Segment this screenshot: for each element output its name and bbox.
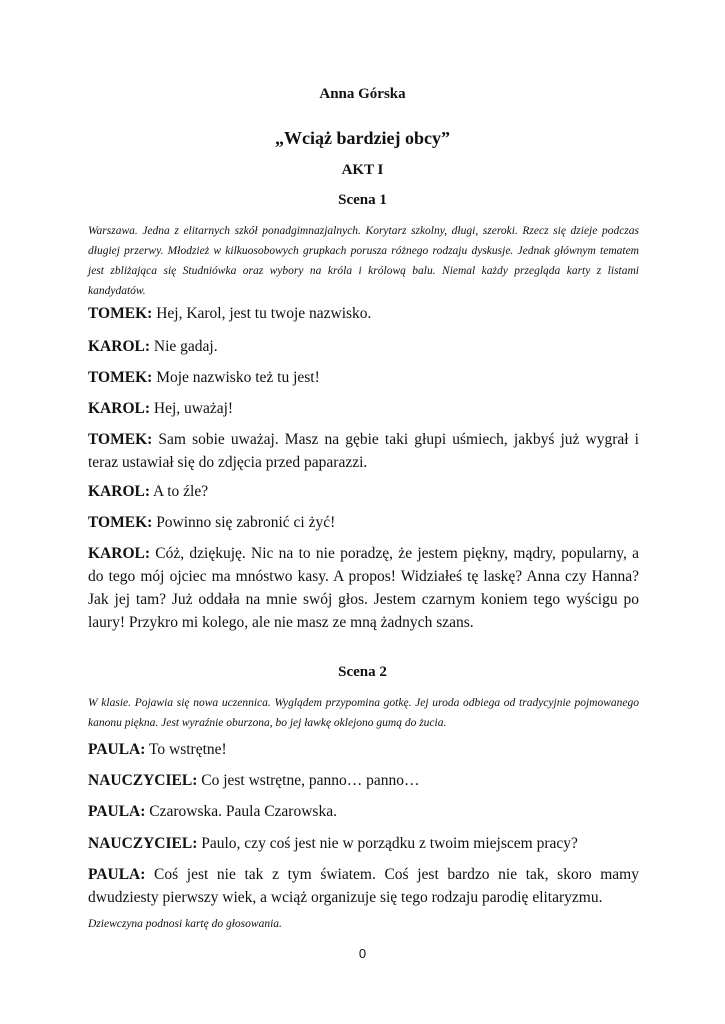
closing-stage-direction: Dziewczyna podnosi kartę do głosowania. [88, 918, 282, 930]
author-name: Anna Górska [319, 86, 406, 102]
dialogue-text: Hej, uważaj! [150, 400, 234, 417]
dialogue-text: Nie gadaj. [150, 338, 218, 355]
speaker-name: PAULA: [88, 741, 146, 758]
dialogue-text: A to źle? [150, 483, 209, 500]
dialogue-line [88, 542, 639, 634]
stage-direction-scene-2: W klasie. Pojawia się nowa uczennica. Wyglądem przypomina gotkę. Jej uroda odbiega od tradycyjnie pojmowanego kanonu piękna. Jest wyraźnie oburzona, bo jej ławkę oklejono gumą do żucia. [88, 697, 639, 729]
dialogue-line [88, 511, 639, 534]
dialogue-line [88, 335, 639, 358]
dialogue-line [88, 800, 639, 823]
speaker-name: KAROL: [88, 483, 150, 500]
speaker-name: NAUCZYCIEL: [88, 835, 198, 852]
act-heading: AKT I [341, 162, 384, 178]
dialogue-text: Sam sobie uważaj. Masz na gębie taki głupi uśmiech, jakbyś już wygrał i teraz ustawiał się do zdjęcia przed paparazzi. [88, 431, 639, 471]
dialogue-text: Hej, Karol, jest tu twoje nazwisko. [152, 305, 372, 322]
dialogue-line [88, 428, 639, 474]
speaker-name: PAULA: [88, 866, 146, 883]
dialogue-line [88, 769, 639, 792]
speaker-name: NAUCZYCIEL: [88, 772, 198, 789]
play-title: „Wciąż bardziej obcy” [275, 128, 450, 148]
scene-heading-2: Scena 2 [338, 664, 387, 680]
dialogue-line [88, 832, 639, 855]
speaker-name: KAROL: [88, 545, 150, 562]
dialogue-line [88, 738, 639, 761]
stage-direction-scene-1: Warszawa. Jedna z elitarnych szkół ponadgimnazjalnych. Korytarz szkolny, długi, szeroki. Rzecz się dzieje podczas długiej przerwy. Młodzież w kilkuosobowych grupkach porusza różnego rodzaju dyskusje. Jednak głównym tematem jest zbliżająca się Studniówka oraz wybory na króla i królową balu. Niemal każdy przegląda karty z listami kandydatów. [88, 225, 639, 297]
dialogue-text: To wstrętne! [145, 741, 227, 758]
dialogue-line [88, 302, 639, 325]
dialogue-line [88, 366, 639, 389]
speaker-name: TOMEK: [88, 514, 153, 531]
dialogue-line [88, 863, 639, 909]
dialogue-line [88, 480, 639, 503]
scene-heading-1: Scena 1 [338, 192, 387, 208]
dialogue-text: Powinno się zabronić ci żyć! [152, 514, 336, 531]
dialogue-text: Coś jest nie tak z tym światem. Coś jest bardzo nie tak, skoro mamy dwudziesty pierwszy wiek, a wciąż organizuje się tego rodzaju parodię elitaryzmu. [88, 866, 639, 906]
speaker-name: KAROL: [88, 400, 150, 417]
speaker-name: TOMEK: [88, 431, 153, 448]
speaker-name: TOMEK: [88, 305, 153, 322]
dialogue-line [88, 397, 639, 420]
dialogue-text: Czarowska. Paula Czarowska. [145, 803, 337, 820]
dialogue-text: Paulo, czy coś jest nie w porządku z twoim miejscem pracy? [197, 835, 578, 852]
speaker-name: PAULA: [88, 803, 146, 820]
dialogue-text: Moje nazwisko też tu jest! [152, 369, 320, 386]
page-number: 0 [358, 946, 367, 961]
dialogue-text: Cóż, dziękuję. Nic na to nie poradzę, że jestem piękny, mądry, popularny, a do tego mój ojciec ma mnóstwo kasy. A propos! Widziałeś tę laskę? Anna czy Hanna? Jak jej tam? Już oddała na mnie swój głos. Jestem czarnym koniem tego wyścigu po laury! Przykro mi kolego, ale nie masz ze mną żadnych szans. [88, 545, 639, 631]
dialogue-text: Co jest wstrętne, panno… panno… [197, 772, 420, 789]
speaker-name: KAROL: [88, 338, 150, 355]
speaker-name: TOMEK: [88, 369, 153, 386]
